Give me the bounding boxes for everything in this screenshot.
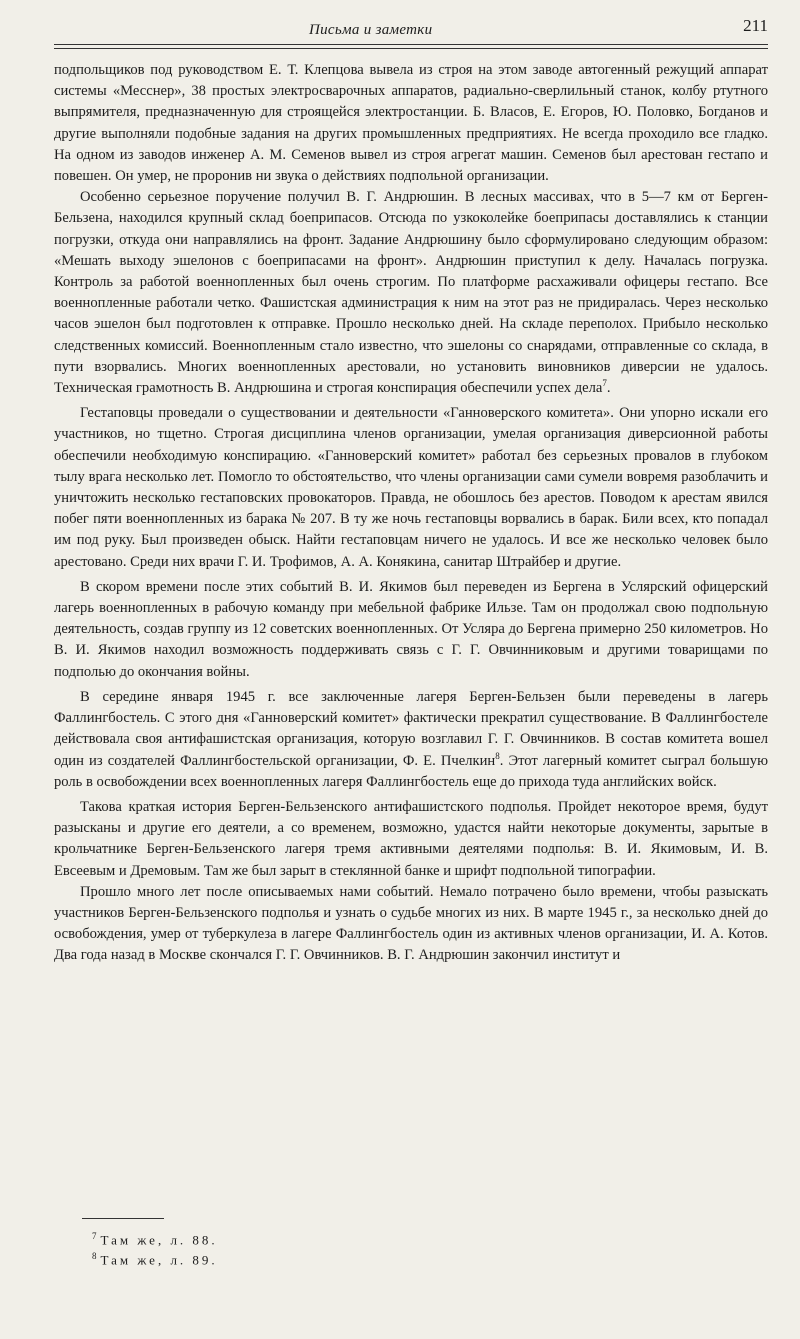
footnote-ref: 7 xyxy=(602,378,607,389)
footnote-separator xyxy=(82,1218,164,1219)
footnotes xyxy=(92,1228,492,1269)
paragraph: подпольщиков под руководством Е. Т. Клепцова вывела из строя на этом заводе автогенный режущий аппарат системы «Месснер», 38 простых электросварочных аппаратов, радиально-сверлильный станок, колбу ртутного выпрямителя, предназначенную для строящейся электростанции. Б. Власов, Е. Егоров, Ю. Половко, Богданов и другие выполняли подобные задания на других промышленных предприятиях. Не всегда проходило все гладко. На одном из заводов инженер А. М. Семенов вывел из строя агрегат машин. Семенов был арестован гестапо и повешен. Он умер, не проронив ни звука о действиях подпольной организации. xyxy=(54,62,768,185)
paragraph: В скором времени после этих событий В. И. Якимов был переведен из Бергена в Услярский офицерский лагерь военнопленных в рабочую команду при мебельной фабрике Ильзе. Там он продолжал свою подпольную деятельность, создав группу из 12 советских военнопленных. От Усляра до Бергена примерно 250 километров. Но В. И. Якимов находил возможность поддерживать связь с Г. Г. Овчинниковым и другими товарищами по подполью до окончания войны. xyxy=(54,578,768,680)
header-rule-top xyxy=(54,44,768,45)
footnote-ref: 8 xyxy=(495,750,500,761)
footnote xyxy=(92,1248,492,1268)
running-header xyxy=(54,14,768,44)
footnote-text: Там же, л. 88. xyxy=(100,1232,218,1248)
footnote xyxy=(92,1228,492,1248)
running-title: Письма и заметки xyxy=(309,22,433,38)
footnote-mark: 7 xyxy=(92,1231,97,1241)
paragraph: Такова краткая история Берген-Бельзенского антифашистского подполья. Пройдет некоторое время, будут разысканы и другие его деятели, а со временем, возможно, удастся найти некоторые документы, зарытые в крольчатнике Берген-Бельзенского лагеря тремя активными деятелями подполья: В. И. Якимовым, И. В. Евсеевым и Дремовым. Там же был зарыт в стеклянной банке и шрифт подпольной типографии. xyxy=(54,798,768,879)
paragraph: В середине января 1945 г. все заключенные лагеря Берген-Бельзен были переведены в лагерь Фаллингбостель. С этого дня «Ганноверский комитет» фактически прекратил существование. В Фаллингбостеле действовала своя антифашистская организация, которую возглавил Г. Г. Овчинников. В состав комитета вошел один из создателей Фаллингбостельской организации, Ф. Е. Пчелкин$^8$. Этот лагерный комитет сыграл большую роль в освобождении всех военнопленных лагеря Фаллингбостель еще до прихода туда английских войск. xyxy=(54,688,768,790)
page-number: 211 xyxy=(743,16,768,35)
body-text xyxy=(54,60,768,967)
header-rule-bottom xyxy=(54,48,768,49)
paragraph: Прошло много лет после описываемых нами событий. Немало потрачено было времени, чтобы разыскать участников Берген-Бельзенского подполья и узнать о судьбе многих из них. В марте 1945 г., за несколько дней до освобождения, умер от туберкулеза в лагере Фаллингбостель один из активных членов организации, И. А. Котов. Два года назад в Москве скончался Г. Г. Овчинников. В. Г. Андрюшин закончил институт и xyxy=(54,883,768,964)
paragraph: Гестаповцы проведали о существовании и деятельности «Ганноверского комитета». Они упорно искали его участников, но тщетно. Строгая дисциплина членов организации, умелая организация диверсионной работы обеспечили необходимую конспирацию. «Ганноверский комитет» работал без серьезных провалов в глубоком тылу врага несколько лет. Помогло то обстоятельство, что члены организации сами сумели вовремя разоблачить и уничтожить несколько гестаповских провокаторов. Правда, не обошлось без арестов. Поводом к арестам явился побег пяти военнопленных из барака № 207. В ту же ночь гестаповцы ворвались в барак. Били всех, кто попадал им под руку. Был произведен обыск. Найти гестаповцам ничего не удалось. И все же несколько человек было арестовано. Среди них врачи Г. И. Трофимов, А. А. Конякина, санитар Штрайбер и другие. xyxy=(54,405,768,570)
footnote-mark: 8 xyxy=(92,1251,97,1262)
footnote-text: Там же, л. 89. xyxy=(100,1252,218,1268)
paragraph: Особенно серьезное поручение получил В. Г. Андрюшин. В лесных массивах, что в 5—7 км от Берген-Бельзена, находился крупный склад боеприпасов. Отсюда по узкоколейке боеприпасы доставлялись к станции погрузки, откуда они направлялись на фронт. Задание Андрюшину было сформулировано следующим образом: «Мешать выходу эшелонов с боеприпасами на фронт». Андрюшин приступил к делу. Началась погрузка. Контроль за работой военнопленных был очень строгим. По платформе расхаживали офицеры гестапо. Все военнопленные работали четко. Фашистская администрация к ним на этот раз не придиралась. Через несколько часов эшелон был подготовлен к отправке. Прошло несколько дней. На складе переполох. Прибыло несколько следственных комиссий. Военнопленным стало известно, что эшелоны со снарядами, отправленные со склада, в пути взорвались. Многих военнопленных арестовали, но установить виновников диверсии не удалось. Техническая грамотность В. Андрюшина и строгая конспирация обеспечили успех дела$^7$. xyxy=(54,189,768,397)
